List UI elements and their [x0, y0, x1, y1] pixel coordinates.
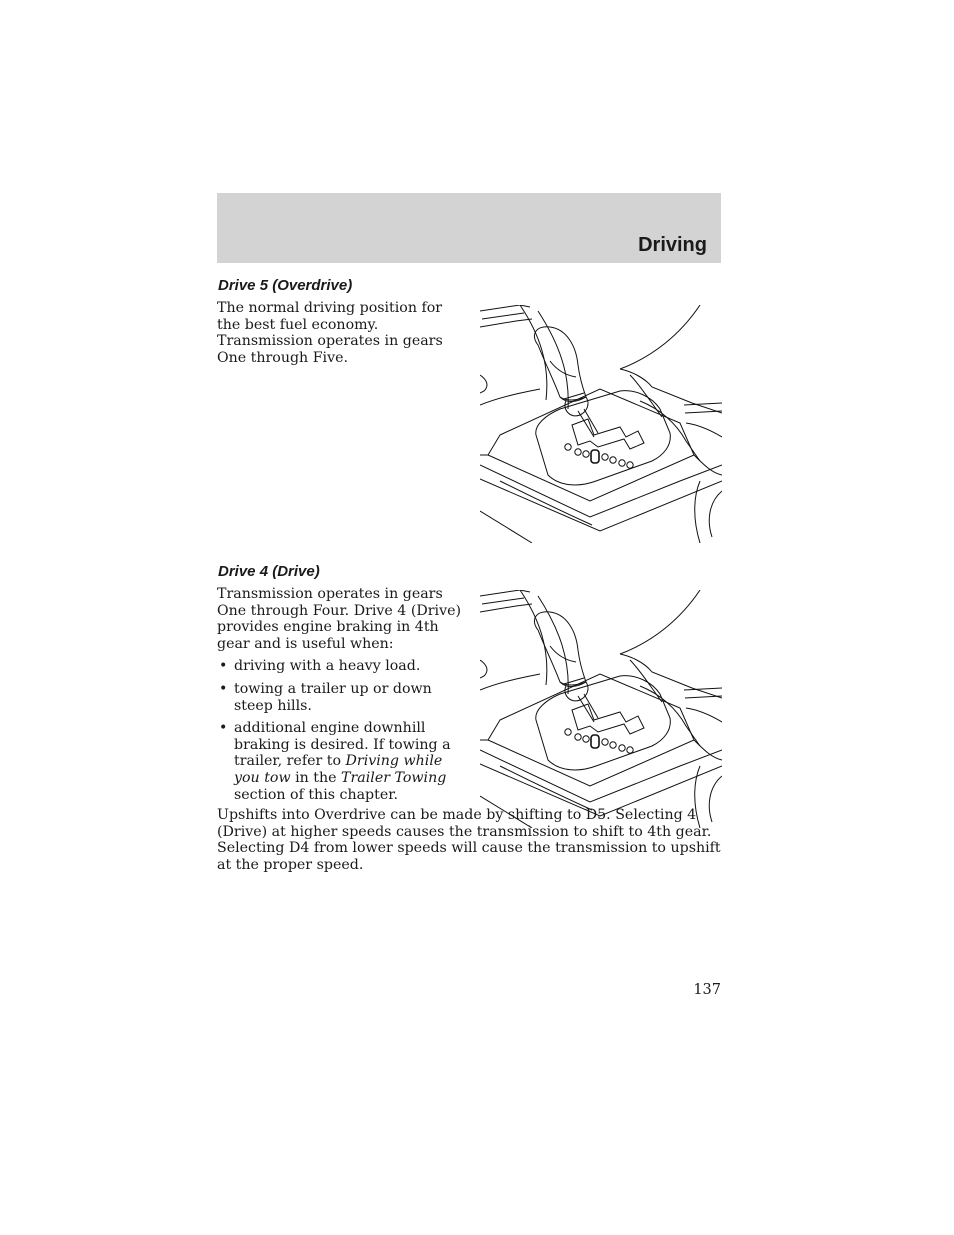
cross-reference-trailer-towing: Trailer Towing: [341, 769, 447, 786]
usage-bullet-list: [217, 658, 469, 803]
gear-shifter-illustration-drive-5: [480, 305, 722, 543]
list-item: • additional engine downhill braking is desired. If towing a trailer, refer to Driving while you tow in the Trailer Towing section of this chapter.: [219, 720, 451, 803]
chapter-title: Driving: [638, 234, 707, 256]
list-item: • driving with a heavy load.: [219, 658, 421, 675]
bullet-icon: •: [219, 658, 228, 675]
cross-reference-driving-while-you-tow: Driving while you tow: [234, 753, 443, 786]
gear-shifter-illustration-drive-4: [480, 590, 722, 828]
section-drive-5-paragraph: The normal driving position for the best fuel economy. Transmission operates in gears One through Five.: [217, 300, 443, 366]
page-number: 137: [693, 982, 721, 998]
section-drive-4-intro: Transmission operates in gears One through Four. Drive 4 (Drive) provides engine braking in 4th gear and is useful when:: [217, 586, 462, 652]
chapter-header-band: [217, 193, 721, 263]
section-heading-drive-4: Drive 4 (Drive): [218, 563, 320, 580]
bullet-icon: •: [219, 720, 228, 737]
list-item: • towing a trailer up or down steep hills.: [219, 680, 432, 714]
bullet-icon: •: [219, 680, 228, 697]
section-heading-drive-5: Drive 5 (Overdrive): [218, 277, 353, 294]
section-drive-4-body: [217, 586, 469, 809]
upshift-paragraph: Upshifts into Overdrive can be made by shifting to D5. Selecting 4 (Drive) at higher speeds causes the transmission to shift to 4th gear. Selecting D4 from lower speeds will cause the transmission to upshift at the proper speed.: [217, 807, 721, 873]
